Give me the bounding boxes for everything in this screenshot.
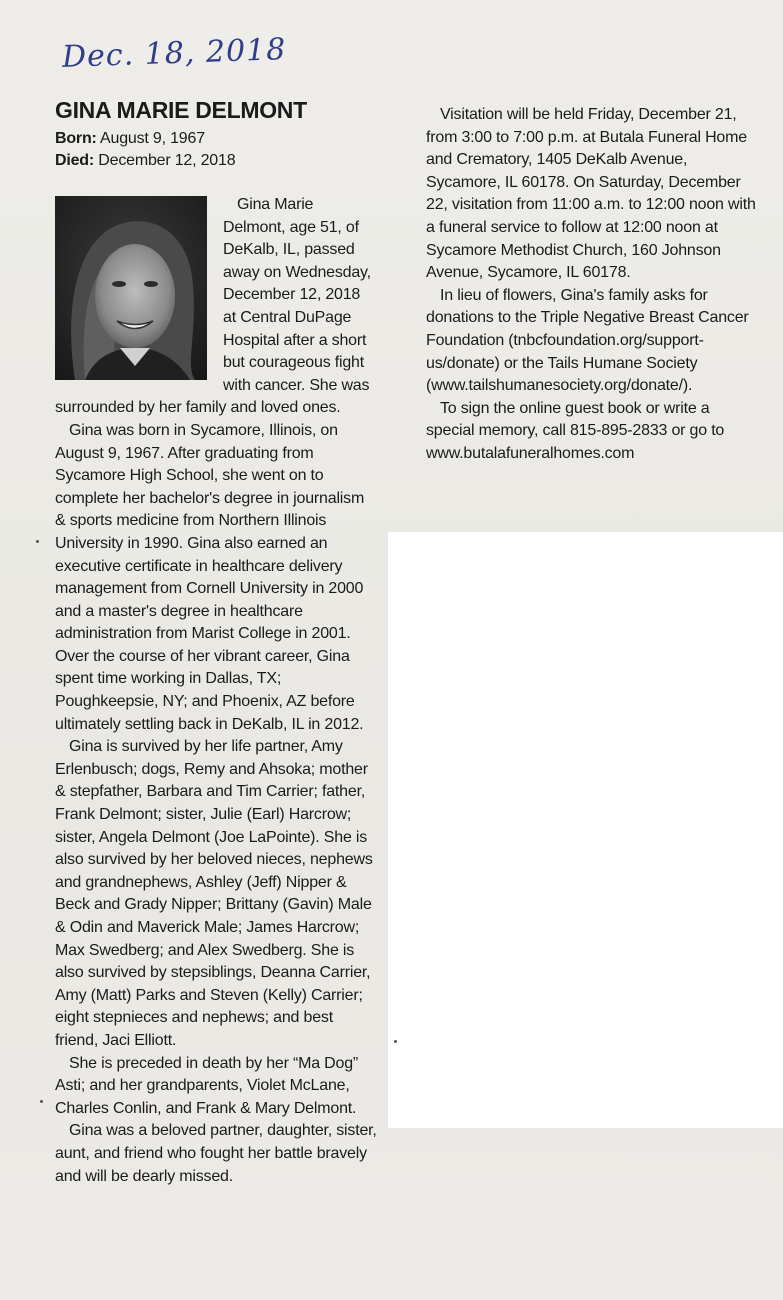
died-line bbox=[55, 150, 377, 172]
paper-speck bbox=[36, 540, 39, 543]
intro-paragraph: Gina Marie Delmont, age 51, of DeKalb, IL, passed away on Wednesday, December 12, 2018 at Central DuPage Hospital after a short but courageous fight with cancer. She was surrounded by her family and loved ones. bbox=[55, 196, 371, 417]
photo-and-intro bbox=[55, 194, 377, 420]
paper-speck bbox=[40, 1100, 43, 1103]
obituary-name: GINA MARIE DELMONT bbox=[55, 97, 307, 123]
visitation-paragraph: Visitation will be held Friday, December 21, from 3:00 to 7:00 p.m. at Butala Funeral Home and Crematory, 1405 DeKalb Avenue, Sycamore, IL 60178. On Saturday, December 22, visitation from 11:00 a.m. to 12:00 noon with a funeral service to follow at 12:00 noon at Sycamore Methodist Church, 160 Johnson Avenue, Sycamore, IL 60178. bbox=[426, 106, 756, 282]
handwritten-date: Dec. 18, 2018 bbox=[61, 32, 287, 75]
biography-paragraph: Gina was born in Sycamore, Illinois, on August 9, 1967. After graduating from Sycamore High School, she went on to complete her bachelor's degree in journalism & sports medicine from Northern Illinois University in 1990. Gina also earned an executive certificate in healthcare delivery management from Cornell University in 2000 and a master's degree in healthcare administration from Marist College in 2001. Over the course of her vibrant career, Gina spent time working in Dallas, TX; Poughkeepsie, NY; and Phoenix, AZ before ultimately settling back in DeKalb, IL in 2012. bbox=[55, 421, 365, 733]
guestbook-paragraph: To sign the online guest book or write a special memory, call 815-895-2833 or go to www.butalafuneralhomes.com bbox=[426, 399, 725, 462]
closing-paragraph: Gina was a beloved partner, daughter, sister, aunt, and friend who fought her battle bravely and will be dearly missed. bbox=[55, 1122, 377, 1185]
blank-area bbox=[388, 532, 783, 1128]
died-date: December 12, 2018 bbox=[98, 152, 236, 169]
born-label: Born: bbox=[55, 130, 97, 147]
portrait-photo bbox=[55, 196, 207, 380]
donations-paragraph: In lieu of flowers, Gina's family asks for donations to the Triple Negative Breast Cancer Foundation (tnbcfoundation.org/support-us/donate) or the Tails Humane Society (www.tailshumanesociety.org/donate/). bbox=[426, 286, 749, 395]
born-line bbox=[55, 128, 377, 150]
preceded-paragraph: She is preceded in death by her “Ma Dog” Asti; and her grandparents, Violet McLane, Charles Conlin, and Frank & Mary Delmont. bbox=[55, 1054, 359, 1117]
obituary-left-column bbox=[55, 96, 377, 1188]
paper-speck bbox=[394, 1040, 397, 1043]
born-date: August 9, 1967 bbox=[100, 130, 205, 147]
died-label: Died: bbox=[55, 152, 95, 169]
obituary-right-column bbox=[426, 104, 761, 466]
portrait-photo-image bbox=[55, 196, 207, 380]
survivors-paragraph: Gina is survived by her life partner, Amy Erlenbusch; dogs, Remy and Ahsoka; mother & stepfather, Barbara and Tim Carrier; father, Frank Delmont; sister, Julie (Earl) Harcrow; sister, Angela Delmont (Joe LaPointe). She is also survived by her beloved nieces, nephews and grandnephews, Ashley (Jeff) Nipper & Beck and Grady Nipper; Brittany (Gavin) Male & Odin and Maverick Male; James Harcrow; Max Swedberg; and Alex Swedberg. She is also survived by stepsiblings, Deanna Carrier, Amy (Matt) Parks and Steven (Kelly) Carrier; eight stepnieces and nephews; and best friend, Jaci Elliott. bbox=[55, 738, 373, 1049]
